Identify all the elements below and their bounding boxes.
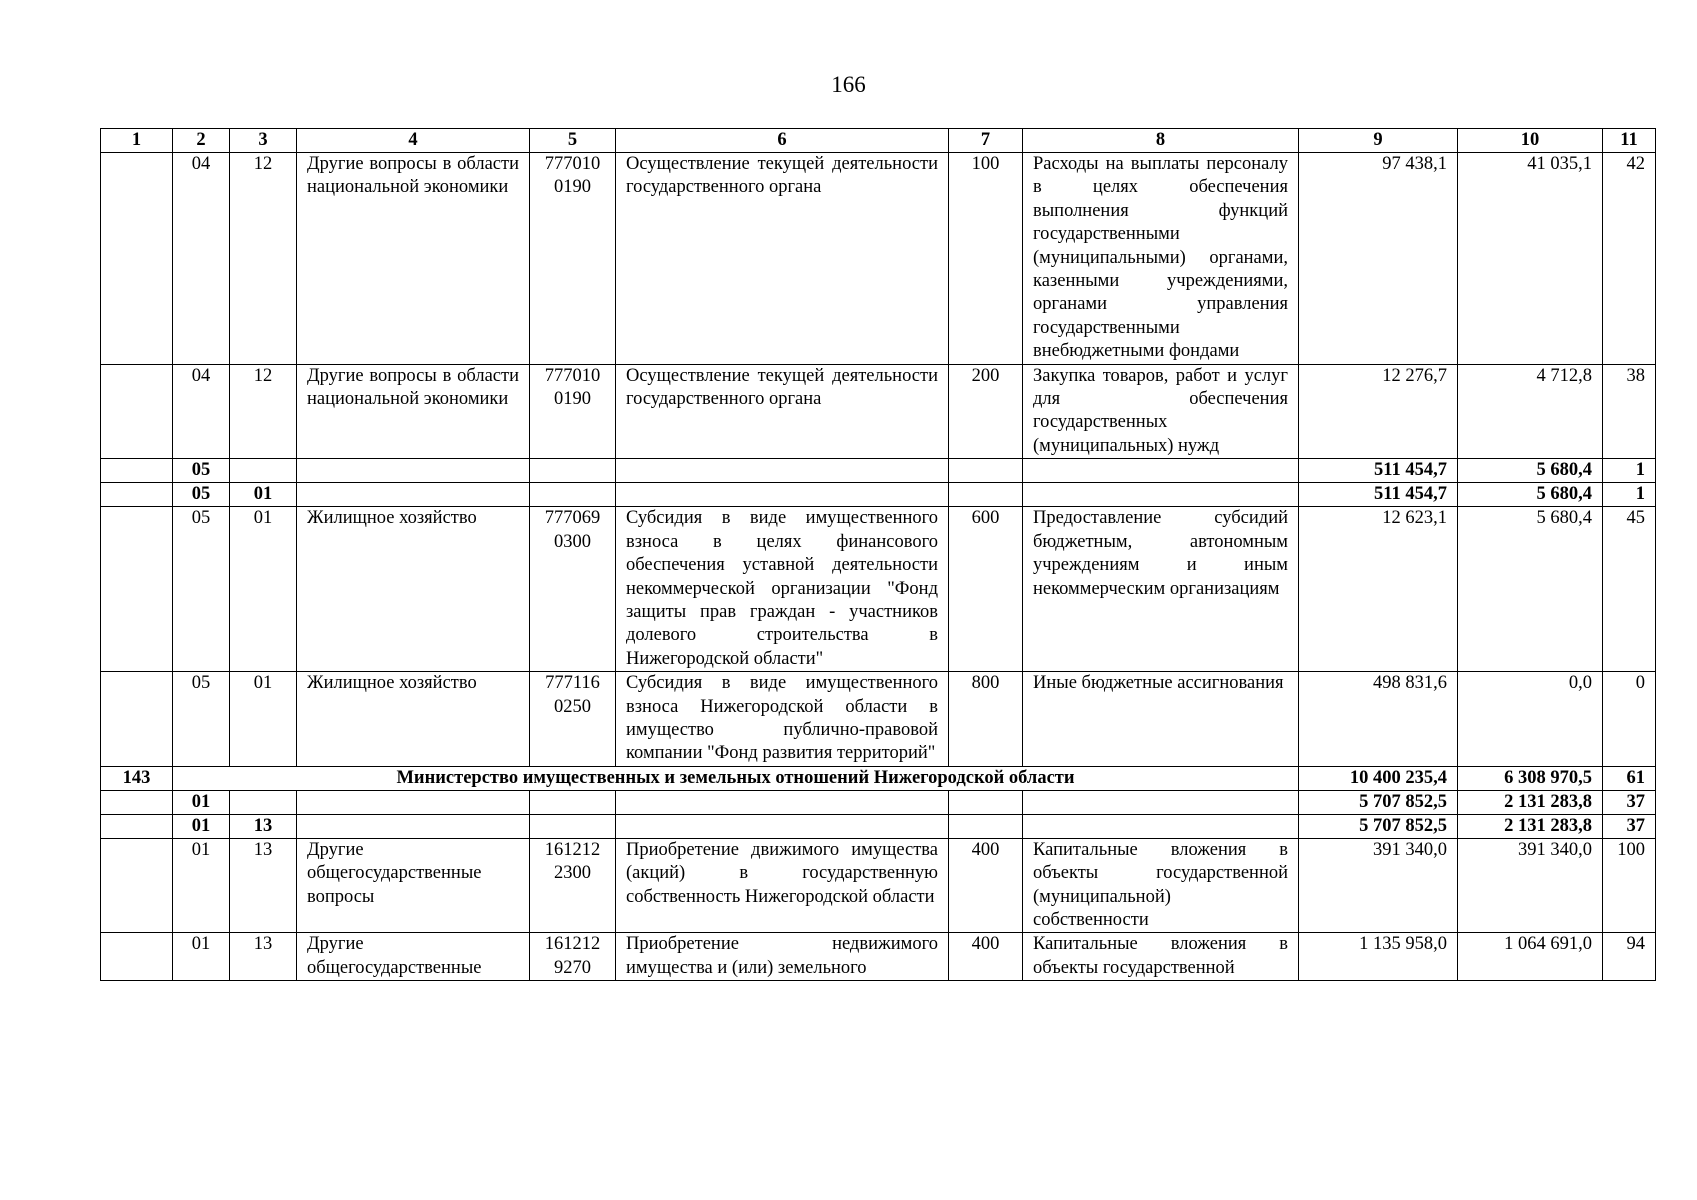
cell-planned-amount: 498 831,6	[1299, 672, 1458, 767]
cell-executed-amount: 5 680,4	[1458, 459, 1603, 483]
column-header: 6	[616, 129, 949, 153]
cell-expense-type-name	[1023, 483, 1299, 507]
cell-subsection-name: Жилищное хозяйство	[297, 672, 530, 767]
cell-subsection-name	[297, 790, 530, 814]
column-header: 9	[1299, 129, 1458, 153]
cell-executed-amount: 4 712,8	[1458, 364, 1603, 459]
cell-percent: 42	[1603, 153, 1656, 365]
cell-target-article: 161212 2300	[530, 838, 616, 933]
table-row	[101, 153, 1656, 365]
column-header: 2	[173, 129, 230, 153]
cell-target-article-name: Субсидия в виде имущественного взноса Нижегородской области в имущество публично-правовой компании "Фонд развития территорий"	[616, 672, 949, 767]
column-header: 5	[530, 129, 616, 153]
column-header: 3	[230, 129, 297, 153]
cell-section: 04	[173, 364, 230, 459]
cell-expense-type	[949, 483, 1023, 507]
cell-target-article-name: Осуществление текущей деятельности государственного органа	[616, 364, 949, 459]
cell-executed-amount: 1 064 691,0	[1458, 933, 1603, 981]
cell-target-article-name: Приобретение недвижимого имущества и (или) земельного	[616, 933, 949, 981]
cell-percent: 61	[1603, 766, 1656, 790]
cell-subsection: 01	[230, 507, 297, 672]
cell-target-article-name: Осуществление текущей деятельности государственного органа	[616, 153, 949, 365]
table-row-subtotal	[101, 459, 1656, 483]
cell-planned-amount: 5 707 852,5	[1299, 814, 1458, 838]
cell-percent: 1	[1603, 483, 1656, 507]
table-row	[101, 672, 1656, 767]
cell-expense-type	[949, 459, 1023, 483]
cell-planned-amount: 5 707 852,5	[1299, 790, 1458, 814]
cell-subsection-name: Другие вопросы в области национальной экономики	[297, 364, 530, 459]
cell-section: 05	[173, 672, 230, 767]
cell-section: 01	[173, 838, 230, 933]
cell-section: 05	[173, 507, 230, 672]
cell-planned-amount: 391 340,0	[1299, 838, 1458, 933]
column-header: 4	[297, 129, 530, 153]
cell-target-article: 777116 0250	[530, 672, 616, 767]
table-row-subtotal	[101, 814, 1656, 838]
cell-subsection-name: Другие общегосударственные вопросы	[297, 838, 530, 933]
cell-target-article-name	[616, 459, 949, 483]
cell-target-article: 777069 0300	[530, 507, 616, 672]
cell-expense-type-name: Капитальные вложения в объекты государственной	[1023, 933, 1299, 981]
cell-executed-amount: 0,0	[1458, 672, 1603, 767]
cell-planned-amount: 97 438,1	[1299, 153, 1458, 365]
cell-admin-code	[101, 483, 173, 507]
table-row-subtotal	[101, 483, 1656, 507]
cell-expense-type-name	[1023, 790, 1299, 814]
cell-subsection-name	[297, 483, 530, 507]
cell-subsection-name: Другие общегосударственные	[297, 933, 530, 981]
cell-percent: 38	[1603, 364, 1656, 459]
table-row	[101, 933, 1656, 981]
cell-expense-type: 800	[949, 672, 1023, 767]
cell-admin-code	[101, 459, 173, 483]
cell-section: 05	[173, 459, 230, 483]
cell-target-article-name: Приобретение движимого имущества (акций) в государственную собственность Нижегородской области	[616, 838, 949, 933]
table-row	[101, 507, 1656, 672]
cell-executed-amount: 2 131 283,8	[1458, 790, 1603, 814]
cell-planned-amount: 511 454,7	[1299, 483, 1458, 507]
cell-planned-amount: 12 623,1	[1299, 507, 1458, 672]
cell-executed-amount: 2 131 283,8	[1458, 814, 1603, 838]
cell-target-article	[530, 483, 616, 507]
budget-table	[100, 128, 1656, 981]
cell-subsection: 12	[230, 364, 297, 459]
column-header: 7	[949, 129, 1023, 153]
cell-target-article-name	[616, 814, 949, 838]
cell-target-article: 777010 0190	[530, 364, 616, 459]
cell-subsection: 01	[230, 672, 297, 767]
cell-subsection-name: Жилищное хозяйство	[297, 507, 530, 672]
cell-admin-code	[101, 838, 173, 933]
column-header: 1	[101, 129, 173, 153]
cell-target-article: 161212 9270	[530, 933, 616, 981]
page-number: 166	[831, 72, 866, 97]
column-header: 8	[1023, 129, 1299, 153]
cell-admin-code	[101, 672, 173, 767]
column-header: 10	[1458, 129, 1603, 153]
cell-subsection	[230, 790, 297, 814]
cell-expense-type: 200	[949, 364, 1023, 459]
cell-expense-type	[949, 790, 1023, 814]
cell-expense-type-name	[1023, 459, 1299, 483]
cell-admin-code	[101, 814, 173, 838]
cell-subsection-name	[297, 814, 530, 838]
cell-expense-type-name: Закупка товаров, работ и услуг для обеспечения государственных (муниципальных) нужд	[1023, 364, 1299, 459]
table-header-row	[101, 129, 1656, 153]
cell-subsection-name: Другие вопросы в области национальной экономики	[297, 153, 530, 365]
cell-expense-type-name: Предоставление субсидий бюджетным, автономным учреждениям и иным некоммерческим организациям	[1023, 507, 1299, 672]
cell-executed-amount: 41 035,1	[1458, 153, 1603, 365]
cell-subsection: 13	[230, 838, 297, 933]
cell-section: 05	[173, 483, 230, 507]
cell-subsection	[230, 459, 297, 483]
cell-percent: 94	[1603, 933, 1656, 981]
cell-admin-code	[101, 153, 173, 365]
cell-planned-amount: 1 135 958,0	[1299, 933, 1458, 981]
cell-expense-type-name: Капитальные вложения в объекты государственной (муниципальной) собственности	[1023, 838, 1299, 933]
cell-expense-type: 400	[949, 933, 1023, 981]
cell-percent: 37	[1603, 790, 1656, 814]
cell-executed-amount: 5 680,4	[1458, 507, 1603, 672]
table-row-subtotal	[101, 790, 1656, 814]
cell-percent: 37	[1603, 814, 1656, 838]
cell-expense-type: 600	[949, 507, 1023, 672]
cell-percent: 100	[1603, 838, 1656, 933]
cell-subsection: 13	[230, 814, 297, 838]
cell-percent: 1	[1603, 459, 1656, 483]
cell-admin-code	[101, 364, 173, 459]
cell-target-article	[530, 459, 616, 483]
table-row	[101, 364, 1656, 459]
cell-admin-code: 143	[101, 766, 173, 790]
cell-target-article-name	[616, 790, 949, 814]
cell-section: 01	[173, 790, 230, 814]
cell-planned-amount: 10 400 235,4	[1299, 766, 1458, 790]
column-header: 11	[1603, 129, 1656, 153]
cell-percent: 45	[1603, 507, 1656, 672]
cell-subsection: 01	[230, 483, 297, 507]
cell-expense-type	[949, 814, 1023, 838]
cell-planned-amount: 12 276,7	[1299, 364, 1458, 459]
cell-executed-amount: 6 308 970,5	[1458, 766, 1603, 790]
cell-executed-amount: 391 340,0	[1458, 838, 1603, 933]
cell-target-article	[530, 814, 616, 838]
cell-section: 01	[173, 814, 230, 838]
cell-expense-type-name	[1023, 814, 1299, 838]
cell-planned-amount: 511 454,7	[1299, 459, 1458, 483]
cell-expense-type-name: Расходы на выплаты персоналу в целях обеспечения выполнения функций государственными (муниципальными) органами, казенными учреждениями, органами управления государственными внебюджетными фондами	[1023, 153, 1299, 365]
table-row-ministry	[101, 766, 1656, 790]
cell-target-article: 777010 0190	[530, 153, 616, 365]
cell-target-article-name	[616, 483, 949, 507]
cell-percent: 0	[1603, 672, 1656, 767]
cell-executed-amount: 5 680,4	[1458, 483, 1603, 507]
cell-admin-code	[101, 933, 173, 981]
cell-expense-type: 100	[949, 153, 1023, 365]
cell-admin-code	[101, 507, 173, 672]
cell-expense-type: 400	[949, 838, 1023, 933]
cell-subsection-name	[297, 459, 530, 483]
table-row	[101, 838, 1656, 933]
cell-admin-code	[101, 790, 173, 814]
cell-subsection: 12	[230, 153, 297, 365]
cell-target-article-name: Субсидия в виде имущественного взноса в целях финансового обеспечения уставной деятельности некоммерческой организации "Фонд защиты прав граждан - участников долевого строительства в Нижегородской области"	[616, 507, 949, 672]
cell-target-article	[530, 790, 616, 814]
cell-section: 04	[173, 153, 230, 365]
cell-section: 01	[173, 933, 230, 981]
ministry-title: Министерство имущественных и земельных отношений Нижегородской области	[173, 766, 1299, 790]
cell-subsection: 13	[230, 933, 297, 981]
cell-expense-type-name: Иные бюджетные ассигнования	[1023, 672, 1299, 767]
